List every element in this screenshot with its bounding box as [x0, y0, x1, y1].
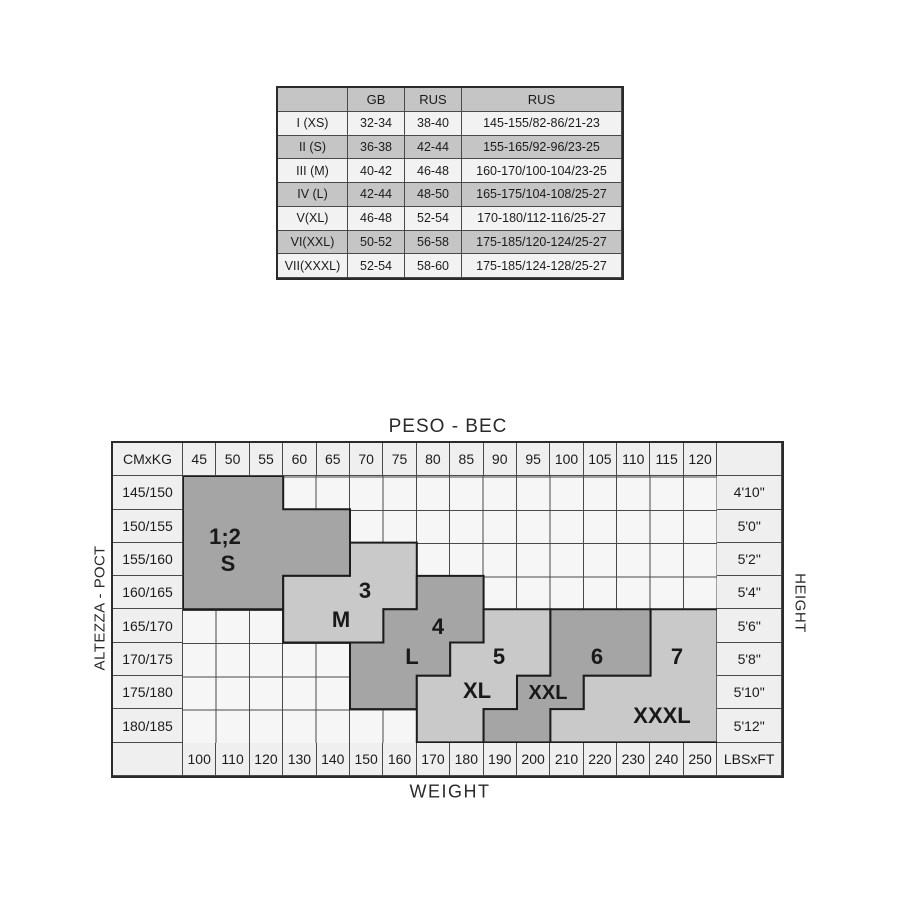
corner-bottom-left-cell [113, 743, 183, 776]
ft-label-cell: 5'8" [717, 643, 782, 676]
size-conversion-table [278, 88, 622, 278]
table-cell: V(XL) [278, 207, 348, 231]
lbs-label-cell: 120 [250, 743, 283, 776]
ft-label-column [717, 476, 782, 742]
cm-label-column [113, 476, 183, 742]
height-weight-size-grid [113, 443, 782, 776]
lbs-label-cell: 130 [283, 743, 316, 776]
lbs-label-cell: 240 [650, 743, 683, 776]
table-cell: III (M) [278, 159, 348, 183]
zone-l-label: L [405, 644, 419, 670]
x-axis-bottom-title: WEIGHT [409, 781, 491, 802]
lbs-label-cell: 150 [350, 743, 383, 776]
corner-top-right-cell [717, 443, 782, 476]
table-cell: 170-180/112-116/25-27 [462, 207, 622, 231]
table-cell: VI(XXL) [278, 231, 348, 255]
lbs-label-cell: 110 [216, 743, 249, 776]
x-axis-top-title: PESO - ВЕС [388, 416, 508, 437]
ft-label-cell: 5'12" [717, 709, 782, 742]
corner-cmxkg-cell: CMxKG [113, 443, 183, 476]
ft-label-cell: 4'10" [717, 476, 782, 509]
lbs-label-cell: 170 [417, 743, 450, 776]
kg-header-cell: 85 [450, 443, 483, 476]
kg-header-cell: 120 [684, 443, 717, 476]
lbs-label-cell: 190 [484, 743, 517, 776]
table-cell: 175-185/120-124/25-27 [462, 231, 622, 255]
size-zone-area [183, 476, 717, 742]
zone-s-label: S [220, 551, 236, 577]
table-cell: 52-54 [405, 207, 462, 231]
table-cell: 42-44 [405, 136, 462, 160]
table-cell: 175-185/124-128/25-27 [462, 254, 622, 278]
y-axis-left-title: ALTEZZA - РОСТ [91, 545, 109, 671]
cm-label-cell: 165/170 [113, 609, 183, 642]
corner-lbsxft-cell: LBSxFT [717, 743, 782, 776]
kg-header-cell: 95 [517, 443, 550, 476]
lbs-label-cell: 250 [684, 743, 717, 776]
lbs-label-cell: 100 [183, 743, 216, 776]
kg-header-cell: 50 [216, 443, 249, 476]
table-cell: 36-38 [348, 136, 405, 160]
table-cell: 58-60 [405, 254, 462, 278]
zone-xl-number-label: 5 [492, 644, 506, 670]
lbs-footer-row [183, 743, 717, 776]
kg-header-cell: 105 [584, 443, 617, 476]
lbs-label-cell: 140 [317, 743, 350, 776]
lbs-label-cell: 160 [383, 743, 416, 776]
ft-label-cell: 5'2" [717, 543, 782, 576]
ft-label-cell: 5'10" [717, 676, 782, 709]
table-cell: 165-175/104-108/25-27 [462, 183, 622, 207]
cm-label-cell: 150/155 [113, 510, 183, 543]
kg-header-cell: 70 [350, 443, 383, 476]
table-cell: 160-170/100-104/23-25 [462, 159, 622, 183]
table-cell: 38-40 [405, 112, 462, 136]
lbs-label-cell: 230 [617, 743, 650, 776]
table-cell: 48-50 [405, 183, 462, 207]
cm-label-cell: 160/165 [113, 576, 183, 609]
table-cell: 42-44 [348, 183, 405, 207]
table-cell: 145-155/82-86/21-23 [462, 112, 622, 136]
table-cell: 46-48 [405, 159, 462, 183]
cm-label-cell: 180/185 [113, 709, 183, 742]
table-header-gb: GB [348, 88, 405, 112]
zone-xxxl-number-label: 7 [670, 644, 684, 670]
table-cell: 50-52 [348, 231, 405, 255]
zone-xxl-label: XXL [528, 682, 568, 705]
ft-label-cell: 5'6" [717, 609, 782, 642]
zone-m-label: M [331, 607, 351, 633]
kg-header-cell: 80 [417, 443, 450, 476]
kg-header-cell: 110 [617, 443, 650, 476]
lbs-label-cell: 180 [450, 743, 483, 776]
table-cell: 40-42 [348, 159, 405, 183]
table-cell: VII(XXXL) [278, 254, 348, 278]
cm-label-cell: 145/150 [113, 476, 183, 509]
table-cell: II (S) [278, 136, 348, 160]
ft-label-cell: 5'4" [717, 576, 782, 609]
lbs-label-cell: 210 [550, 743, 583, 776]
kg-header-cell: 115 [650, 443, 683, 476]
cm-label-cell: 155/160 [113, 543, 183, 576]
zone-xxl-number-label: 6 [590, 644, 604, 670]
table-cell: 56-58 [405, 231, 462, 255]
kg-header-cell: 45 [183, 443, 216, 476]
table-cell: I (XS) [278, 112, 348, 136]
y-axis-right-title: HEIGHT [791, 573, 809, 633]
table-cell: 155-165/92-96/23-25 [462, 136, 622, 160]
table-header-rus: RUS [405, 88, 462, 112]
table-header-rus-measures: RUS [462, 88, 622, 112]
cm-label-cell: 175/180 [113, 676, 183, 709]
lbs-label-cell: 200 [517, 743, 550, 776]
cm-label-cell: 170/175 [113, 643, 183, 676]
kg-header-row [183, 443, 717, 476]
kg-header-cell: 60 [283, 443, 316, 476]
lbs-label-cell: 220 [584, 743, 617, 776]
table-cell: IV (L) [278, 183, 348, 207]
table-cell: 32-34 [348, 112, 405, 136]
kg-header-cell: 90 [484, 443, 517, 476]
table-cell: 52-54 [348, 254, 405, 278]
table-header-blank [278, 88, 348, 112]
kg-header-cell: 55 [250, 443, 283, 476]
zone-xxxl-label: XXXL [633, 703, 691, 729]
kg-header-cell: 65 [317, 443, 350, 476]
zone-m-number-label: 3 [358, 578, 372, 604]
kg-header-cell: 100 [550, 443, 583, 476]
zone-s-number-label: 1;2 [209, 524, 241, 550]
kg-header-cell: 75 [383, 443, 416, 476]
zone-xl-label: XL [462, 678, 492, 704]
ft-label-cell: 5'0" [717, 510, 782, 543]
zone-l-number-label: 4 [431, 614, 445, 640]
table-cell: 46-48 [348, 207, 405, 231]
